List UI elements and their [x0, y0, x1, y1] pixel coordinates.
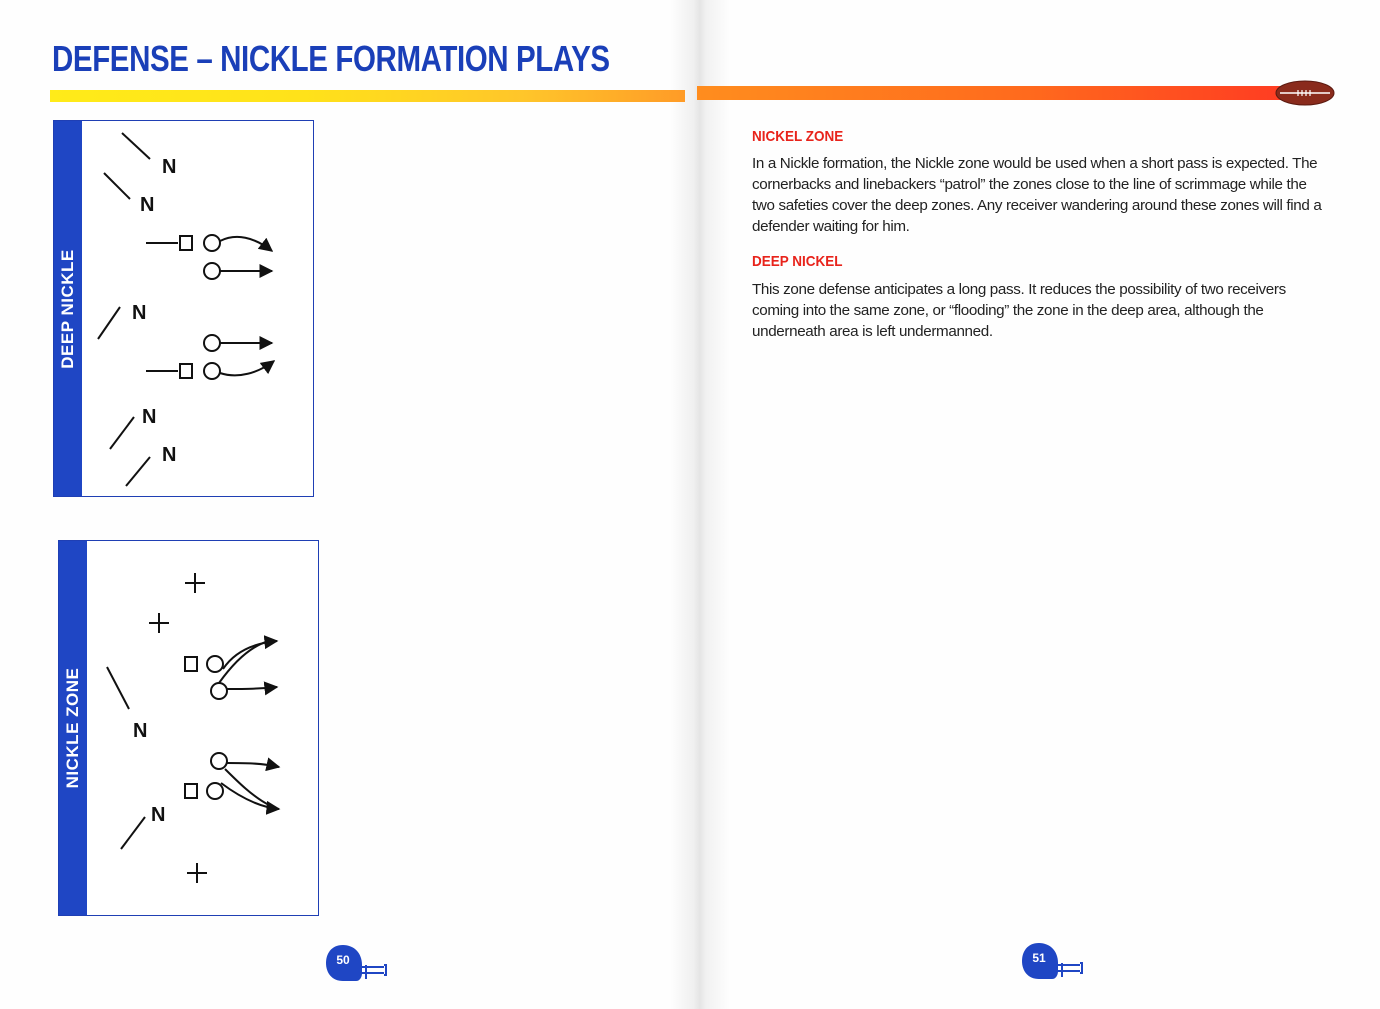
defender-n: N: [142, 406, 157, 428]
defender-n: N: [132, 302, 147, 324]
title-color-bar-right: [697, 86, 1297, 100]
diagram-label: DEEP NICKLE: [58, 248, 77, 369]
nickle-zone-diagram: [58, 540, 319, 916]
section-heading-deep-nickel: DEEP NICKEL: [752, 253, 843, 270]
right-page: [690, 0, 1380, 1009]
section-body-nickel-zone: In a Nickle formation, the Nickle zone would be used when a short pass is expected. The cornerbacks and linebackers “patrol” the zones close to the line of scrimmage while the two safeties cover the deep zones. Any receiver wandering around these zones will find a defender waiting for him.: [752, 155, 1322, 235]
defender-n: N: [140, 194, 155, 216]
defender-n: N: [162, 444, 177, 466]
section-body-deep-nickel: This zone defense anticipates a long pass. It reduces the possibility of two receivers coming into the same zone, or “flooding” the zone in the deep area, although the underneath area is left undermanned.: [752, 281, 1286, 340]
deep-nickle-play-drawing: [54, 121, 313, 496]
page-number-helmet-right: [1022, 941, 1086, 987]
page-number-helmet-left: [326, 943, 390, 989]
nickle-zone-play-drawing: [59, 541, 318, 915]
book-gutter: [670, 0, 730, 1009]
football-icon: [1274, 80, 1336, 106]
page-number: 51: [1032, 951, 1046, 965]
title-color-bar-left: [50, 90, 685, 102]
defender-n: N: [151, 804, 166, 826]
page-title: DEFENSE – NICKLE FORMATION PLAYS: [52, 38, 610, 79]
page-number: 50: [336, 953, 350, 967]
section-heading-nickel-zone: NICKEL ZONE: [752, 128, 844, 145]
deep-nickle-diagram: [53, 120, 314, 497]
defender-n: N: [133, 720, 148, 742]
defender-n: N: [162, 156, 177, 178]
diagram-label: NICKLE ZONE: [63, 667, 82, 789]
